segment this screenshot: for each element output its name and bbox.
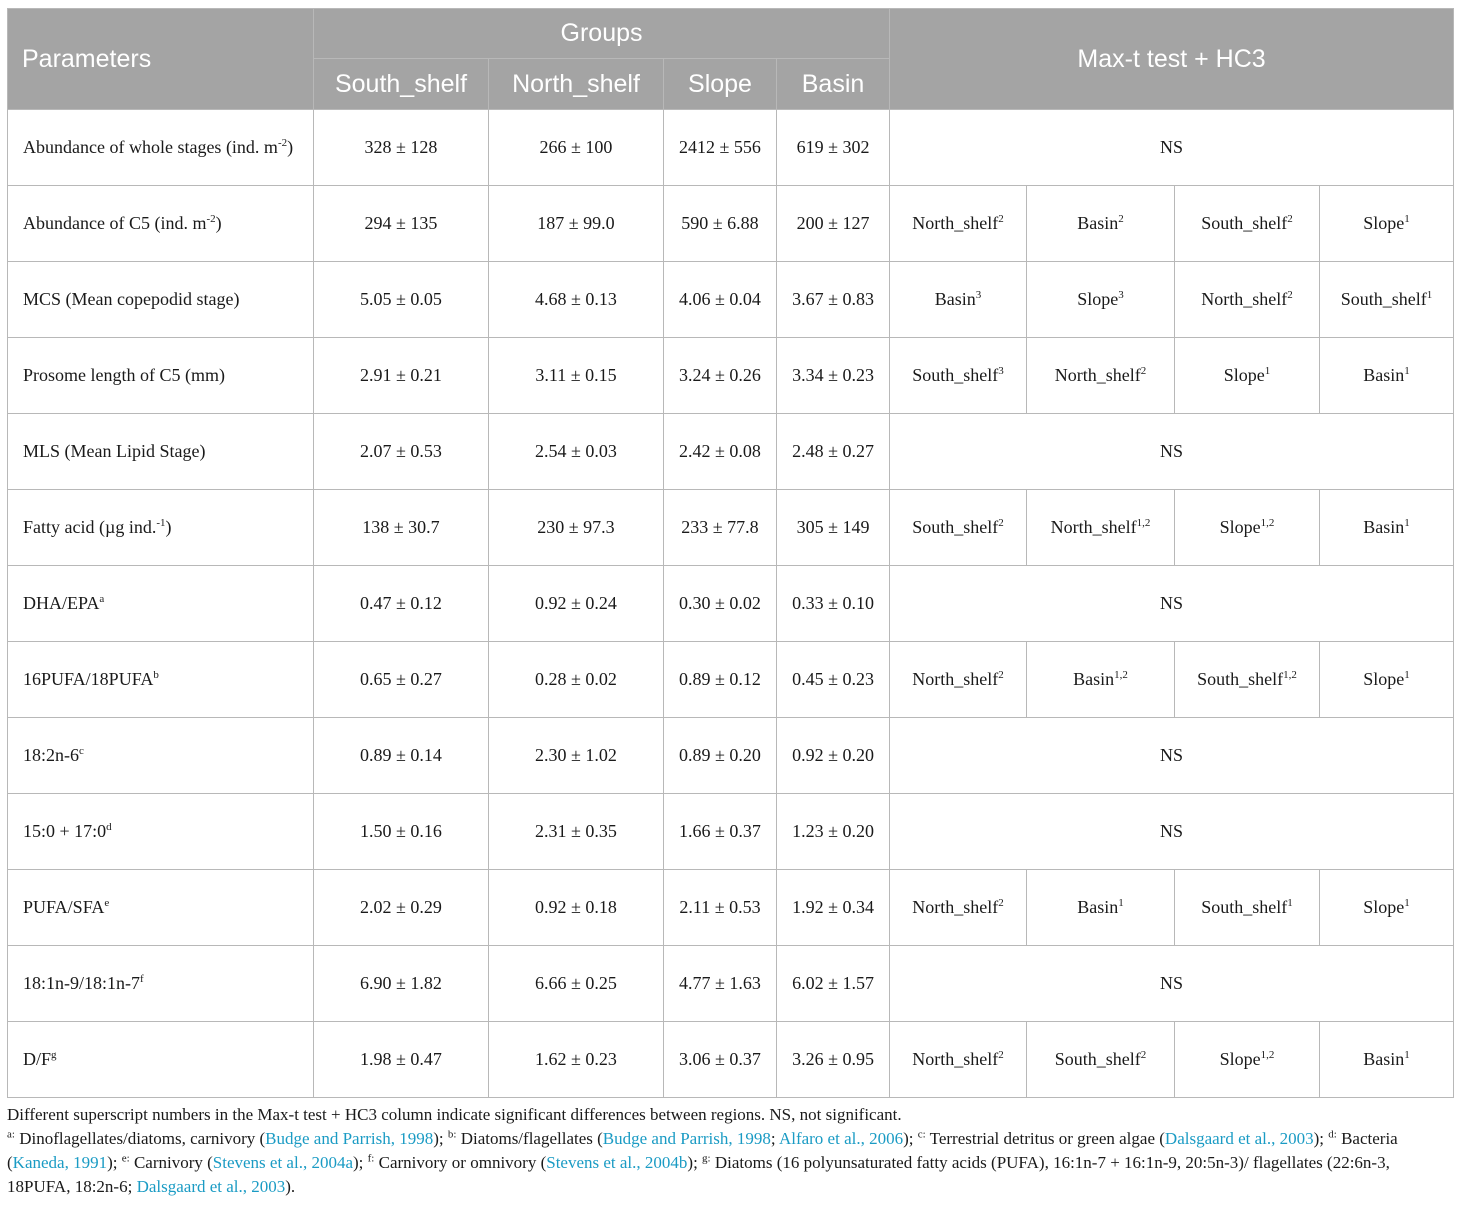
test-group-superscript: 2 bbox=[998, 1049, 1004, 1061]
parameter-cell bbox=[8, 1022, 314, 1098]
group-value-cell: 3.26 ± 0.95 bbox=[777, 1022, 890, 1098]
test-group-superscript: 1 bbox=[1426, 289, 1433, 301]
data-table bbox=[7, 8, 1454, 1098]
test-group-superscript: 1 bbox=[1404, 669, 1410, 681]
test-group-name: North_shelf bbox=[1201, 289, 1288, 309]
test-result-cell bbox=[1320, 338, 1454, 414]
test-result-cell bbox=[1027, 870, 1175, 946]
group-value-cell: 2.42 ± 0.08 bbox=[664, 414, 777, 490]
test-group-superscript: 1 bbox=[1404, 517, 1410, 529]
parameter-superscript: -2 bbox=[277, 137, 288, 149]
test-result-cell bbox=[890, 262, 1027, 338]
table-row bbox=[8, 110, 1454, 186]
test-ns-cell: NS bbox=[890, 794, 1454, 870]
group-value-cell: 4.68 ± 0.13 bbox=[489, 262, 664, 338]
parameter-cell bbox=[8, 186, 314, 262]
test-group-superscript: 2 bbox=[1140, 1049, 1147, 1061]
test-group-name: Slope bbox=[1363, 213, 1405, 233]
parameter-cell bbox=[8, 566, 314, 642]
parameter-superscript: d bbox=[106, 821, 112, 833]
group-value-cell: 0.89 ± 0.14 bbox=[314, 718, 489, 794]
group-value-cell: 2.30 ± 1.02 bbox=[489, 718, 664, 794]
test-group-name: Basin bbox=[1077, 897, 1119, 917]
group-value-cell: 1.92 ± 0.34 bbox=[777, 870, 890, 946]
citation-link[interactable]: Dalsgaard et al., 2003 bbox=[136, 1177, 286, 1196]
table-container bbox=[7, 8, 1453, 1199]
header-test: Max-t test + HC3 bbox=[890, 9, 1454, 110]
test-group-superscript: 1,2 bbox=[1283, 669, 1297, 681]
test-group-superscript: 3 bbox=[1118, 289, 1124, 301]
group-value-cell: 4.06 ± 0.04 bbox=[664, 262, 777, 338]
group-value-cell: 6.66 ± 0.25 bbox=[489, 946, 664, 1022]
parameter-label-tail: ) bbox=[215, 213, 222, 233]
group-value-cell: 0.47 ± 0.12 bbox=[314, 566, 489, 642]
test-result-cell bbox=[890, 490, 1027, 566]
parameter-label: Abundance of whole stages (ind. m bbox=[23, 137, 278, 157]
test-group-superscript: 1,2 bbox=[1260, 1049, 1275, 1061]
test-group-superscript: 2 bbox=[998, 213, 1004, 225]
test-group-name: Basin bbox=[1363, 365, 1405, 385]
table-row bbox=[8, 262, 1454, 338]
citation-link[interactable]: Stevens et al., 2004a bbox=[212, 1153, 353, 1172]
test-result-cell bbox=[1320, 642, 1454, 718]
footnote-text: ); bbox=[1313, 1129, 1329, 1148]
test-result-cell bbox=[1175, 262, 1320, 338]
test-group-superscript: 1 bbox=[1118, 897, 1124, 909]
group-value-cell: 1.62 ± 0.23 bbox=[489, 1022, 664, 1098]
group-value-cell: 3.24 ± 0.26 bbox=[664, 338, 777, 414]
test-group-superscript: 1 bbox=[1404, 1049, 1410, 1061]
test-group-name: South_shelf bbox=[912, 517, 999, 537]
header-groups: Groups bbox=[314, 9, 890, 59]
test-result-cell bbox=[1027, 490, 1175, 566]
test-result-cell bbox=[1320, 870, 1454, 946]
group-value-cell: 200 ± 127 bbox=[777, 186, 890, 262]
parameter-cell bbox=[8, 490, 314, 566]
footnote-text: Carnivory or omnivory ( bbox=[374, 1153, 547, 1172]
group-value-cell: 3.34 ± 0.23 bbox=[777, 338, 890, 414]
parameter-superscript: f bbox=[140, 973, 144, 985]
test-result-cell bbox=[1175, 642, 1320, 718]
parameter-label-tail: ) bbox=[287, 137, 294, 157]
table-row bbox=[8, 414, 1454, 490]
group-value-cell: 6.90 ± 1.82 bbox=[314, 946, 489, 1022]
parameter-superscript: a bbox=[99, 593, 105, 605]
test-result-cell bbox=[1027, 186, 1175, 262]
test-result-cell bbox=[1027, 262, 1175, 338]
table-row bbox=[8, 186, 1454, 262]
test-group-name: Basin bbox=[1077, 213, 1119, 233]
group-value-cell: 4.77 ± 1.63 bbox=[664, 946, 777, 1022]
parameter-label: Abundance of C5 (ind. m bbox=[23, 213, 207, 233]
group-value-cell: 0.28 ± 0.02 bbox=[489, 642, 664, 718]
group-value-cell: 2.02 ± 0.29 bbox=[314, 870, 489, 946]
parameter-label-tail: ) bbox=[165, 517, 172, 537]
group-value-cell: 1.50 ± 0.16 bbox=[314, 794, 489, 870]
citation-link[interactable]: Dalsgaard et al., 2003 bbox=[1164, 1129, 1314, 1148]
table-row bbox=[8, 490, 1454, 566]
parameter-label: MLS (Mean Lipid Stage) bbox=[23, 441, 206, 461]
table-row bbox=[8, 946, 1454, 1022]
footnote-marker: e: bbox=[121, 1152, 130, 1165]
notes-line-1: Different superscript numbers in the Max-t test + HC3 column indicate significant differences between regions. NS, not significant. bbox=[7, 1105, 902, 1124]
parameter-label: 15:0 + 17:0 bbox=[23, 821, 107, 841]
test-group-superscript: 2 bbox=[998, 897, 1004, 909]
test-result-cell bbox=[1175, 1022, 1320, 1098]
parameter-cell bbox=[8, 794, 314, 870]
footnote-text: ). bbox=[285, 1177, 296, 1196]
group-value-cell: 0.65 ± 0.27 bbox=[314, 642, 489, 718]
table-row bbox=[8, 718, 1454, 794]
parameter-label: MCS (Mean copepodid stage) bbox=[23, 289, 240, 309]
test-group-superscript: 2 bbox=[1287, 213, 1293, 225]
parameter-cell bbox=[8, 946, 314, 1022]
test-group-name: North_shelf bbox=[912, 669, 999, 689]
parameter-cell bbox=[8, 870, 314, 946]
test-group-name: North_shelf bbox=[1050, 517, 1137, 537]
group-value-cell: 230 ± 97.3 bbox=[489, 490, 664, 566]
parameter-cell bbox=[8, 338, 314, 414]
group-value-cell: 2.48 ± 0.27 bbox=[777, 414, 890, 490]
group-value-cell: 0.30 ± 0.02 bbox=[664, 566, 777, 642]
test-group-superscript: 2 bbox=[1140, 365, 1147, 377]
test-result-cell bbox=[1027, 642, 1175, 718]
group-value-cell: 0.89 ± 0.20 bbox=[664, 718, 777, 794]
parameter-superscript: -1 bbox=[156, 517, 166, 529]
header-group-name: Basin bbox=[777, 59, 890, 110]
test-result-cell bbox=[1320, 490, 1454, 566]
test-result-cell bbox=[890, 1022, 1027, 1098]
group-value-cell: 6.02 ± 1.57 bbox=[777, 946, 890, 1022]
test-group-superscript: 3 bbox=[975, 289, 982, 301]
test-group-name: South_shelf bbox=[1201, 897, 1288, 917]
group-value-cell: 3.11 ± 0.15 bbox=[489, 338, 664, 414]
test-group-name: North_shelf bbox=[1054, 365, 1141, 385]
header-group-name: South_shelf bbox=[314, 59, 489, 110]
test-result-cell bbox=[1175, 338, 1320, 414]
header-parameters: Parameters bbox=[8, 9, 314, 110]
test-group-superscript: 2 bbox=[998, 517, 1004, 529]
footnote-text: Dinoflagellates/diatoms, carnivory ( bbox=[14, 1129, 266, 1148]
test-result-cell bbox=[1175, 186, 1320, 262]
test-result-cell bbox=[890, 338, 1027, 414]
test-group-name: Slope bbox=[1077, 289, 1119, 309]
test-result-cell bbox=[1175, 870, 1320, 946]
test-group-name: North_shelf bbox=[912, 1049, 999, 1069]
group-value-cell: 590 ± 6.88 bbox=[664, 186, 777, 262]
footnote-text: ); bbox=[903, 1129, 918, 1148]
group-value-cell: 2.07 ± 0.53 bbox=[314, 414, 489, 490]
parameter-superscript: b bbox=[153, 669, 159, 681]
footnote-marker: a: bbox=[7, 1128, 15, 1141]
test-result-cell bbox=[890, 186, 1027, 262]
parameter-label: 16PUFA/18PUFA bbox=[23, 669, 154, 689]
test-group-name: Slope bbox=[1219, 517, 1261, 537]
group-value-cell: 3.06 ± 0.37 bbox=[664, 1022, 777, 1098]
test-result-cell bbox=[890, 870, 1027, 946]
parameter-cell bbox=[8, 110, 314, 186]
parameter-label: Prosome length of C5 (mm) bbox=[23, 365, 225, 385]
test-ns-cell: NS bbox=[890, 718, 1454, 794]
parameter-label: D/F bbox=[23, 1049, 52, 1069]
group-value-cell: 233 ± 77.8 bbox=[664, 490, 777, 566]
parameter-label: 18:2n-6 bbox=[23, 745, 79, 765]
test-result-cell bbox=[1320, 186, 1454, 262]
parameter-cell bbox=[8, 262, 314, 338]
test-ns-cell: NS bbox=[890, 414, 1454, 490]
test-group-name: South_shelf bbox=[1201, 213, 1288, 233]
footnote-marker: b: bbox=[447, 1128, 457, 1141]
group-value-cell: 187 ± 99.0 bbox=[489, 186, 664, 262]
footnote-text: ); bbox=[353, 1153, 368, 1172]
group-value-cell: 138 ± 30.7 bbox=[314, 490, 489, 566]
test-group-name: Slope bbox=[1223, 365, 1265, 385]
footnote-text: Bacteria ( bbox=[7, 1129, 1398, 1172]
group-value-cell: 305 ± 149 bbox=[777, 490, 890, 566]
test-ns-cell: NS bbox=[890, 946, 1454, 1022]
test-result-cell bbox=[1320, 262, 1454, 338]
parameter-cell bbox=[8, 414, 314, 490]
header-group-name: Slope bbox=[664, 59, 777, 110]
table-row bbox=[8, 566, 1454, 642]
citation-link[interactable]: Budge and Parrish, 1998 bbox=[602, 1129, 771, 1148]
test-ns-cell: NS bbox=[890, 566, 1454, 642]
table-row bbox=[8, 338, 1454, 414]
footnote-marker: g: bbox=[702, 1152, 711, 1165]
test-result-cell bbox=[1175, 490, 1320, 566]
footnote-text: ); bbox=[687, 1153, 703, 1172]
parameter-cell bbox=[8, 718, 314, 794]
citation-link[interactable]: Budge and Parrish, 1998 bbox=[265, 1129, 434, 1148]
test-result-cell bbox=[890, 642, 1027, 718]
footnote-text: Carnivory ( bbox=[129, 1153, 213, 1172]
group-value-cell: 3.67 ± 0.83 bbox=[777, 262, 890, 338]
test-group-superscript: 2 bbox=[1118, 213, 1124, 225]
footnote-marker: f: bbox=[367, 1152, 375, 1165]
header-group-name: North_shelf bbox=[489, 59, 664, 110]
group-value-cell: 266 ± 100 bbox=[489, 110, 664, 186]
test-group-superscript: 3 bbox=[998, 365, 1004, 377]
test-result-cell bbox=[1320, 1022, 1454, 1098]
group-value-cell: 1.98 ± 0.47 bbox=[314, 1022, 489, 1098]
group-value-cell: 2.91 ± 0.21 bbox=[314, 338, 489, 414]
test-group-name: South_shelf bbox=[1054, 1049, 1141, 1069]
test-group-superscript: 1 bbox=[1404, 365, 1410, 377]
test-group-name: Basin bbox=[934, 289, 976, 309]
parameter-superscript: e bbox=[104, 897, 110, 909]
test-group-name: Slope bbox=[1219, 1049, 1261, 1069]
group-value-cell: 2412 ± 556 bbox=[664, 110, 777, 186]
parameter-cell bbox=[8, 642, 314, 718]
test-group-superscript: 1 bbox=[1264, 365, 1271, 377]
test-group-name: Basin bbox=[1363, 517, 1405, 537]
test-group-name: South_shelf bbox=[1197, 669, 1284, 689]
test-group-superscript: 2 bbox=[1287, 289, 1293, 301]
parameter-label: DHA/EPA bbox=[23, 593, 100, 613]
table-row bbox=[8, 794, 1454, 870]
footnote-marker: c: bbox=[917, 1128, 926, 1141]
test-group-superscript: 1,2 bbox=[1114, 669, 1128, 681]
test-group-name: Basin bbox=[1363, 1049, 1405, 1069]
table-notes bbox=[7, 1103, 1453, 1199]
citation-link[interactable]: Kaneda, 1991 bbox=[12, 1153, 108, 1172]
parameter-superscript: c bbox=[79, 745, 84, 757]
test-group-superscript: 1,2 bbox=[1260, 517, 1275, 529]
parameter-label: PUFA/SFA bbox=[23, 897, 105, 917]
citation-link[interactable]: Alfaro et al., 2006 bbox=[778, 1129, 904, 1148]
test-group-superscript: 1 bbox=[1404, 213, 1410, 225]
group-value-cell: 2.54 ± 0.03 bbox=[489, 414, 664, 490]
footnote-text: ); bbox=[107, 1153, 122, 1172]
group-value-cell: 0.92 ± 0.20 bbox=[777, 718, 890, 794]
footnote-text: ; bbox=[770, 1129, 779, 1148]
group-value-cell: 5.05 ± 0.05 bbox=[314, 262, 489, 338]
footnote-text: ); bbox=[433, 1129, 448, 1148]
parameter-superscript: g bbox=[51, 1049, 57, 1061]
parameter-superscript: -2 bbox=[206, 213, 216, 225]
test-group-name: North_shelf bbox=[912, 213, 999, 233]
test-group-name: South_shelf bbox=[1340, 289, 1427, 309]
group-value-cell: 0.92 ± 0.24 bbox=[489, 566, 664, 642]
group-value-cell: 2.11 ± 0.53 bbox=[664, 870, 777, 946]
test-group-superscript: 2 bbox=[998, 669, 1004, 681]
group-value-cell: 0.89 ± 0.12 bbox=[664, 642, 777, 718]
table-row bbox=[8, 1022, 1454, 1098]
test-ns-cell: NS bbox=[890, 110, 1454, 186]
test-group-name: Slope bbox=[1363, 897, 1405, 917]
table-row bbox=[8, 870, 1454, 946]
footnote-marker: d: bbox=[1328, 1128, 1337, 1141]
table-body bbox=[8, 110, 1454, 1098]
parameter-label: Fatty acid (µg ind. bbox=[23, 517, 157, 537]
test-group-name: Slope bbox=[1363, 669, 1405, 689]
test-group-name: North_shelf bbox=[912, 897, 999, 917]
test-result-cell bbox=[1027, 1022, 1175, 1098]
footnote-text: Diatoms/flagellates ( bbox=[456, 1129, 603, 1148]
group-value-cell: 0.92 ± 0.18 bbox=[489, 870, 664, 946]
test-group-name: South_shelf bbox=[912, 365, 999, 385]
table-row bbox=[8, 642, 1454, 718]
group-value-cell: 0.33 ± 0.10 bbox=[777, 566, 890, 642]
footnote-text: Terrestrial detritus or green algae ( bbox=[925, 1129, 1165, 1148]
footnote-text: Diatoms (16 polyunsaturated fatty acids (PUFA), 16:1n-7 + 16:1n-9, 20:5n-3)/ flagellates (22:6n-3, 18PUFA, 18:2n-6; bbox=[7, 1153, 1390, 1196]
test-result-cell bbox=[1027, 338, 1175, 414]
test-group-name: Basin bbox=[1073, 669, 1115, 689]
test-group-superscript: 1,2 bbox=[1136, 517, 1151, 529]
group-value-cell: 1.66 ± 0.37 bbox=[664, 794, 777, 870]
test-group-superscript: 1 bbox=[1287, 897, 1293, 909]
test-group-superscript: 1 bbox=[1404, 897, 1410, 909]
group-value-cell: 619 ± 302 bbox=[777, 110, 890, 186]
group-value-cell: 1.23 ± 0.20 bbox=[777, 794, 890, 870]
group-value-cell: 2.31 ± 0.35 bbox=[489, 794, 664, 870]
citation-link[interactable]: Stevens et al., 2004b bbox=[546, 1153, 688, 1172]
group-value-cell: 0.45 ± 0.23 bbox=[777, 642, 890, 718]
parameter-label: 18:1n-9/18:1n-7 bbox=[23, 973, 140, 993]
group-value-cell: 328 ± 128 bbox=[314, 110, 489, 186]
group-value-cell: 294 ± 135 bbox=[314, 186, 489, 262]
notes-footnotes bbox=[7, 1127, 1453, 1199]
